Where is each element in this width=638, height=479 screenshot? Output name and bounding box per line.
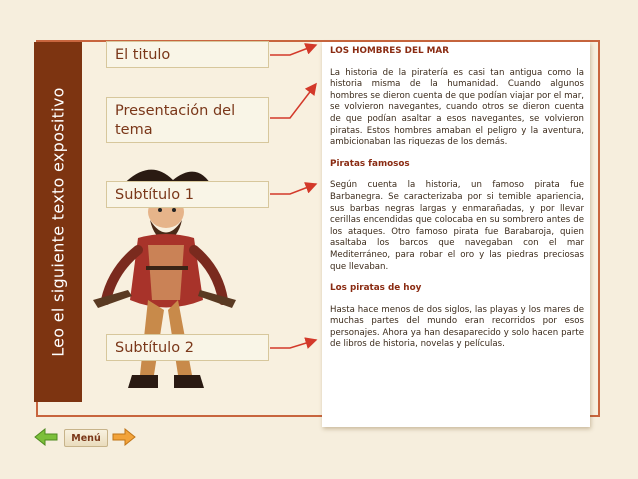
navigation-bar [34,428,134,450]
text-heading-3: Los piratas de hoy [330,283,422,294]
sidebar-title: Leo el siguiente texto expositivo [48,87,68,357]
text-heading-1: LOS HOMBRES DEL MAR [330,46,449,56]
label-subtitulo-1: Subtítulo 1 [106,181,269,208]
label-titulo: El titulo [106,41,269,68]
text-paragraph-1: La historia de la piratería es casi tan antigua como la historia misma de la humanidad. Cuando algunos hombres se dieron cuenta de que podían viajar por el mar, se volvieron navegantes, cuando otros se dieron cuenta de que podían asaltar a esos navegantes, se volvieron piratas. Estos hombres amaban el peligro y la aventura, ambicionaban las riquezas de los demás. [330,67,584,148]
back-arrow-icon[interactable] [34,428,58,446]
forward-arrow-icon[interactable] [112,428,136,446]
label-presentacion: Presentación del tema [106,97,269,143]
text-paragraph-3: Hasta hace menos de dos siglos, las playas y los mares de muchas partes del mundo eran recorridos por esos personajes. Ahora ya han desaparecido y solo hacen parte de libros de historia, novelas y películas. [330,304,584,350]
menu-button[interactable]: Menú [64,429,108,447]
label-subtitulo-2: Subtítulo 2 [106,334,269,361]
expository-text-panel [322,42,590,427]
text-paragraph-2: Según cuenta la historia, un famoso pirata fue Barbanegra. Se caracterizaba por si temible apariencia, sus barbas negras largas y enmarañadas, y por llevar cerillas encendidas que colocaba en su sombrero antes de los ataques. Otro famoso pirata fue Barabaroja, quien asaltaba los barcos que navegaban con el mar Mediterráneo, para robar el oro y las piedras preciosas que llevaban. [330,180,584,272]
text-heading-2: Piratas famosos [330,158,410,169]
